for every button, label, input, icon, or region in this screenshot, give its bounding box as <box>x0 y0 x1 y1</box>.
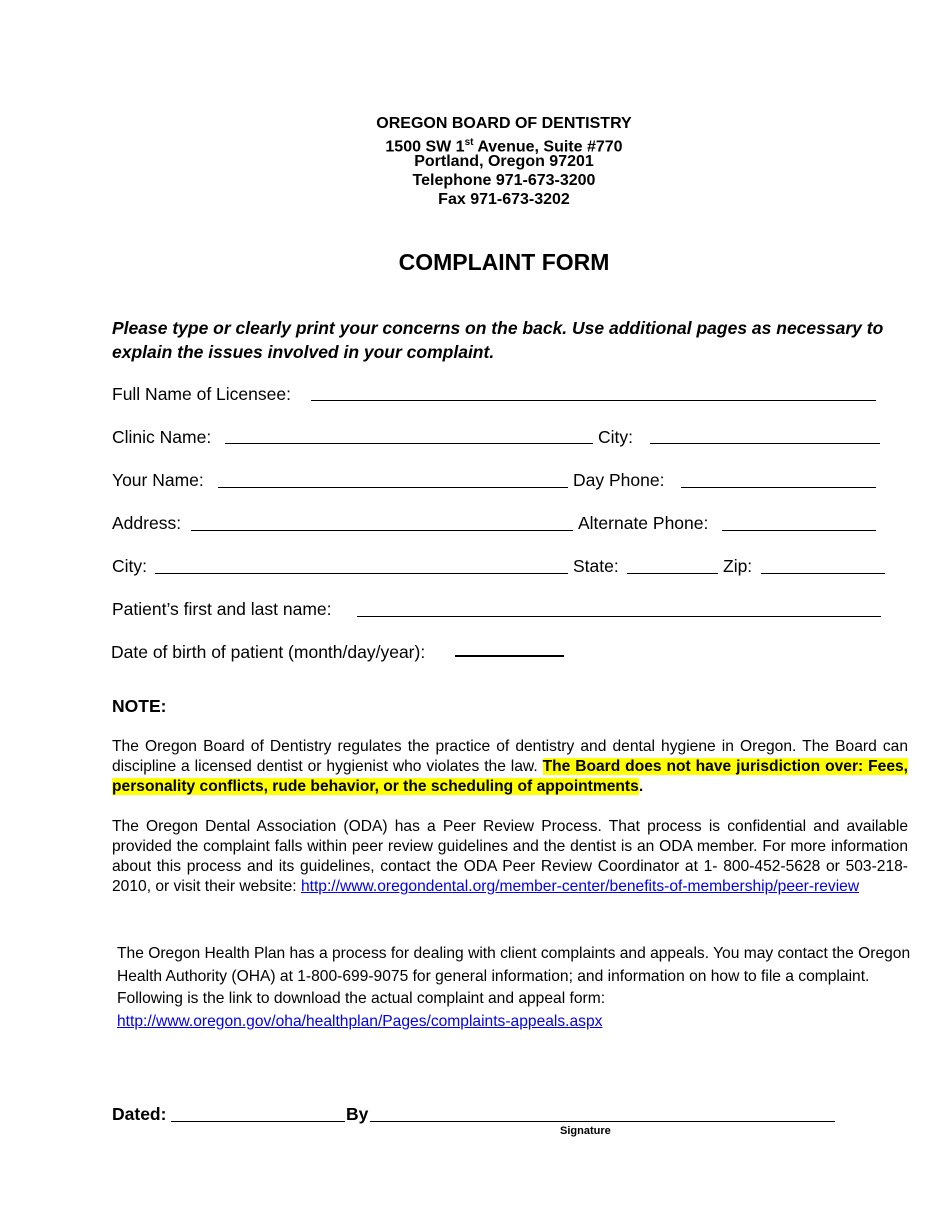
your-name-label: Your Name: <box>112 470 204 490</box>
state-input-line[interactable] <box>627 573 718 574</box>
licensee-label: Full Name of Licensee: <box>112 384 291 404</box>
address-input-line[interactable] <box>191 530 573 531</box>
day-phone-label: Day Phone: <box>573 470 665 490</box>
org-telephone: Telephone 971-673-3200 <box>412 172 596 189</box>
alternate-phone-input-line[interactable] <box>722 530 876 531</box>
city-label: City: <box>112 556 147 576</box>
org-city: Portland, Oregon 97201 <box>414 153 594 170</box>
note-paragraph-oha <box>117 943 917 1033</box>
address-prefix: 1500 SW 1 <box>385 138 465 156</box>
patient-dob-input-line[interactable] <box>455 655 564 657</box>
oha-complaints-text: The Oregon Health Plan has a process for dealing with client complaints and appeals. You may contact the Oregon Health Authority (OHA) at 1-800-699-9075 for general information; and information on how to file a complaint. Following is the link to download the actual complaint and appeal form: <box>117 945 911 1007</box>
jurisdiction-highlight: The Board does not have jurisdiction over: Fees, personality conflicts, rude behavior, or the scheduling of appointments <box>112 758 908 795</box>
state-label: State: <box>573 556 619 576</box>
zip-label: Zip: <box>723 556 753 576</box>
licensee-input-line[interactable] <box>311 400 876 401</box>
address-ordinal: st <box>464 137 474 148</box>
oda-peer-review-text: The Oregon Dental Association (ODA) has a Peer Review Process. That process is confidential and available provided the complaint falls within peer review guidelines and the dentist is an ODA member. For more information about this process and its guidelines, contact the ODA Peer Review Coordinator at 1- 800-452-5628 or 503-218-2010, or visit their website: <box>112 818 908 895</box>
note-paragraph-oda <box>112 817 908 897</box>
org-fax: Fax 971-673-3202 <box>438 191 570 208</box>
clinic-name-label: Clinic Name: <box>112 427 212 447</box>
note-paragraph-board <box>112 737 908 797</box>
note-heading: NOTE: <box>112 696 167 716</box>
oha-complaints-link[interactable]: http://www.oregon.gov/oha/healthplan/Pages/complaints-appeals.aspx <box>117 1012 603 1030</box>
clinic-name-input-line[interactable] <box>225 443 593 444</box>
patient-dob-label: Date of birth of patient (month/day/year): <box>111 642 426 662</box>
patient-name-label: Patient’s first and last name: <box>112 599 332 619</box>
clinic-city-input-line[interactable] <box>650 443 880 444</box>
address-suffix: Avenue, Suite #770 <box>473 138 623 156</box>
form-title: COMPLAINT FORM <box>398 249 610 275</box>
city-input-line[interactable] <box>155 573 568 574</box>
address-label: Address: <box>112 513 182 533</box>
signature-caption: Signature <box>560 1125 611 1137</box>
day-phone-input-line[interactable] <box>681 487 876 488</box>
signature-input-line[interactable] <box>370 1121 835 1122</box>
org-name: OREGON BOARD OF DENTISTRY <box>376 115 632 132</box>
oda-peer-review-link[interactable]: http://www.oregondental.org/member-center/benefits-of-membership/peer-review <box>300 878 860 895</box>
zip-input-line[interactable] <box>761 573 885 574</box>
dated-label: Dated: <box>112 1104 167 1124</box>
your-name-input-line[interactable] <box>218 487 568 488</box>
patient-name-input-line[interactable] <box>357 616 881 617</box>
dated-input-line[interactable] <box>171 1121 345 1122</box>
alternate-phone-label: Alternate Phone: <box>578 513 709 533</box>
by-label: By <box>346 1104 369 1124</box>
instructions: Please type or clearly print your concerns on the back. Use additional pages as necessary to explain the issues involved in your complaint. <box>112 318 884 362</box>
clinic-city-label: City: <box>598 427 633 447</box>
board-jurisdiction-text: The Oregon Board of Dentistry regulates the practice of dentistry and dental hygiene in Oregon. The Board can discipline a licensed dentist or hygienist who violates the law. <box>112 738 908 775</box>
jurisdiction-period: . <box>638 778 644 795</box>
